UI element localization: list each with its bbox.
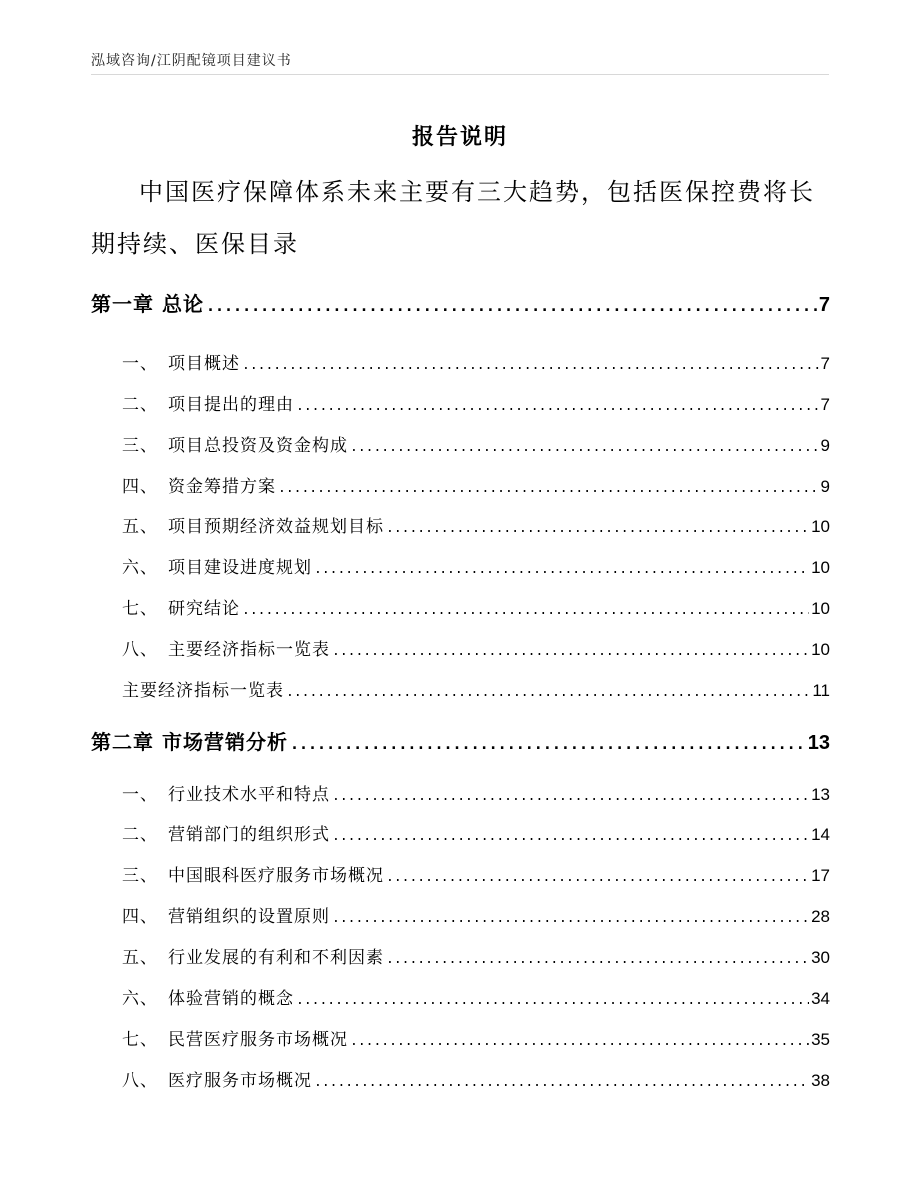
running-header: 泓域咨询/江阴配镜项目建议书 — [91, 53, 292, 69]
toc-section-number: 一、 — [122, 354, 158, 374]
toc-section-label: 营销组织的设置原则 — [168, 907, 330, 927]
toc-page-number: 9 — [820, 477, 830, 496]
toc-section-label: 项目总投资及资金构成 — [168, 436, 348, 456]
toc-page-number: 38 — [811, 1071, 830, 1090]
toc-section-label: 项目预期经济效益规划目标 — [168, 517, 384, 537]
toc-section-label: 民营医疗服务市场概况 — [168, 1030, 348, 1050]
toc-chapter-1[interactable] — [91, 288, 830, 318]
toc-leader-dots — [350, 1034, 809, 1049]
toc-leader-dots — [290, 735, 806, 753]
toc-section[interactable] — [122, 984, 830, 1010]
toc-section[interactable] — [122, 1025, 830, 1051]
toc-leader-dots — [206, 297, 817, 315]
toc-section-number: 五、 — [122, 948, 158, 968]
toc-section-number: 四、 — [122, 907, 158, 927]
toc-section-number: 二、 — [122, 395, 158, 415]
toc-page-number: 7 — [820, 354, 830, 373]
toc-section[interactable] — [122, 902, 830, 928]
toc-page-number: 7 — [820, 395, 830, 414]
toc-page-number: 10 — [811, 640, 830, 659]
table-of-contents — [91, 0, 830, 1191]
toc-section-label: 体验营销的概念 — [168, 989, 294, 1009]
toc-section-number: 六、 — [122, 989, 158, 1009]
toc-section[interactable] — [122, 594, 830, 620]
toc-leader-dots — [386, 521, 809, 536]
toc-page-number: 35 — [811, 1030, 830, 1049]
report-title: 报告说明 — [411, 125, 508, 150]
toc-page-number: 34 — [811, 989, 830, 1008]
toc-section-label: 项目建设进度规划 — [168, 558, 312, 578]
toc-leader-dots — [332, 829, 809, 844]
toc-section-label: 主要经济指标一览表 — [168, 640, 330, 660]
toc-section[interactable] — [122, 676, 830, 702]
toc-leader-dots — [350, 440, 819, 455]
toc-section-label: 资金筹措方案 — [168, 477, 276, 497]
toc-section-number: 四、 — [122, 477, 158, 497]
toc-section[interactable] — [122, 390, 830, 416]
toc-leader-dots — [332, 789, 809, 804]
toc-leader-dots — [332, 644, 809, 659]
toc-section-label: 中国眼科医疗服务市场概况 — [168, 866, 384, 886]
toc-page-number: 9 — [820, 436, 830, 455]
toc-section-label: 项目提出的理由 — [168, 395, 294, 415]
toc-chapter-label: 第一章 总论 — [91, 292, 204, 316]
toc-section-number: 一、 — [122, 785, 158, 805]
toc-page-number: 7 — [818, 294, 830, 316]
toc-section[interactable] — [122, 780, 830, 806]
toc-leader-dots — [296, 993, 809, 1008]
toc-section-label: 研究结论 — [168, 599, 240, 619]
toc-chapter-2[interactable] — [91, 726, 830, 756]
toc-leader-dots — [286, 685, 810, 700]
toc-section-label: 行业技术水平和特点 — [168, 785, 330, 805]
toc-page-number: 10 — [811, 599, 830, 618]
toc-section-label: 项目概述 — [168, 354, 240, 374]
toc-section-number: 五、 — [122, 517, 158, 537]
toc-section-number: 六、 — [122, 558, 158, 578]
toc-page-number: 10 — [811, 517, 830, 536]
toc-section-number: 七、 — [122, 1030, 158, 1050]
toc-page-number: 11 — [812, 681, 830, 700]
toc-section-number: 三、 — [122, 866, 158, 886]
toc-leader-dots — [242, 603, 809, 618]
toc-section[interactable] — [122, 553, 830, 579]
toc-section[interactable] — [122, 431, 830, 457]
toc-chapter-label: 第二章 市场营销分析 — [91, 730, 288, 754]
toc-section-number: 三、 — [122, 436, 158, 456]
toc-page-number: 30 — [811, 948, 830, 967]
toc-leader-dots — [314, 562, 809, 577]
toc-leader-dots — [242, 358, 819, 373]
toc-section[interactable] — [122, 943, 830, 969]
toc-leader-dots — [386, 870, 809, 885]
toc-page-number: 13 — [807, 732, 830, 754]
toc-section-number: 八、 — [122, 640, 158, 660]
toc-section-label: 医疗服务市场概况 — [168, 1071, 312, 1091]
toc-section[interactable] — [122, 820, 830, 846]
toc-section[interactable] — [122, 635, 830, 661]
toc-section[interactable] — [122, 349, 830, 375]
toc-section-label: 营销部门的组织形式 — [168, 825, 330, 845]
toc-section[interactable] — [122, 512, 830, 538]
toc-leader-dots — [332, 911, 809, 926]
toc-leader-dots — [278, 481, 819, 496]
toc-section[interactable] — [122, 861, 830, 887]
toc-section[interactable] — [122, 472, 830, 498]
toc-leader-dots — [296, 399, 819, 414]
toc-section-number: 七、 — [122, 599, 158, 619]
toc-section-number: 二、 — [122, 825, 158, 845]
intro-paragraph: 中国医疗保障体系未来主要有三大趋势，包括医保控费将长期持续、医保目录 — [91, 178, 815, 258]
toc-section-number: 八、 — [122, 1071, 158, 1091]
toc-section-label: 主要经济指标一览表 — [122, 681, 284, 701]
toc-page-number: 17 — [811, 866, 830, 885]
toc-section-label: 行业发展的有利和不利因素 — [168, 948, 384, 968]
toc-page-number: 28 — [811, 907, 830, 926]
toc-section[interactable] — [122, 1066, 830, 1092]
toc-leader-dots — [386, 952, 809, 967]
toc-page-number: 10 — [811, 558, 830, 577]
toc-page-number: 14 — [811, 825, 830, 844]
toc-page-number: 13 — [811, 785, 830, 804]
toc-leader-dots — [314, 1075, 809, 1090]
